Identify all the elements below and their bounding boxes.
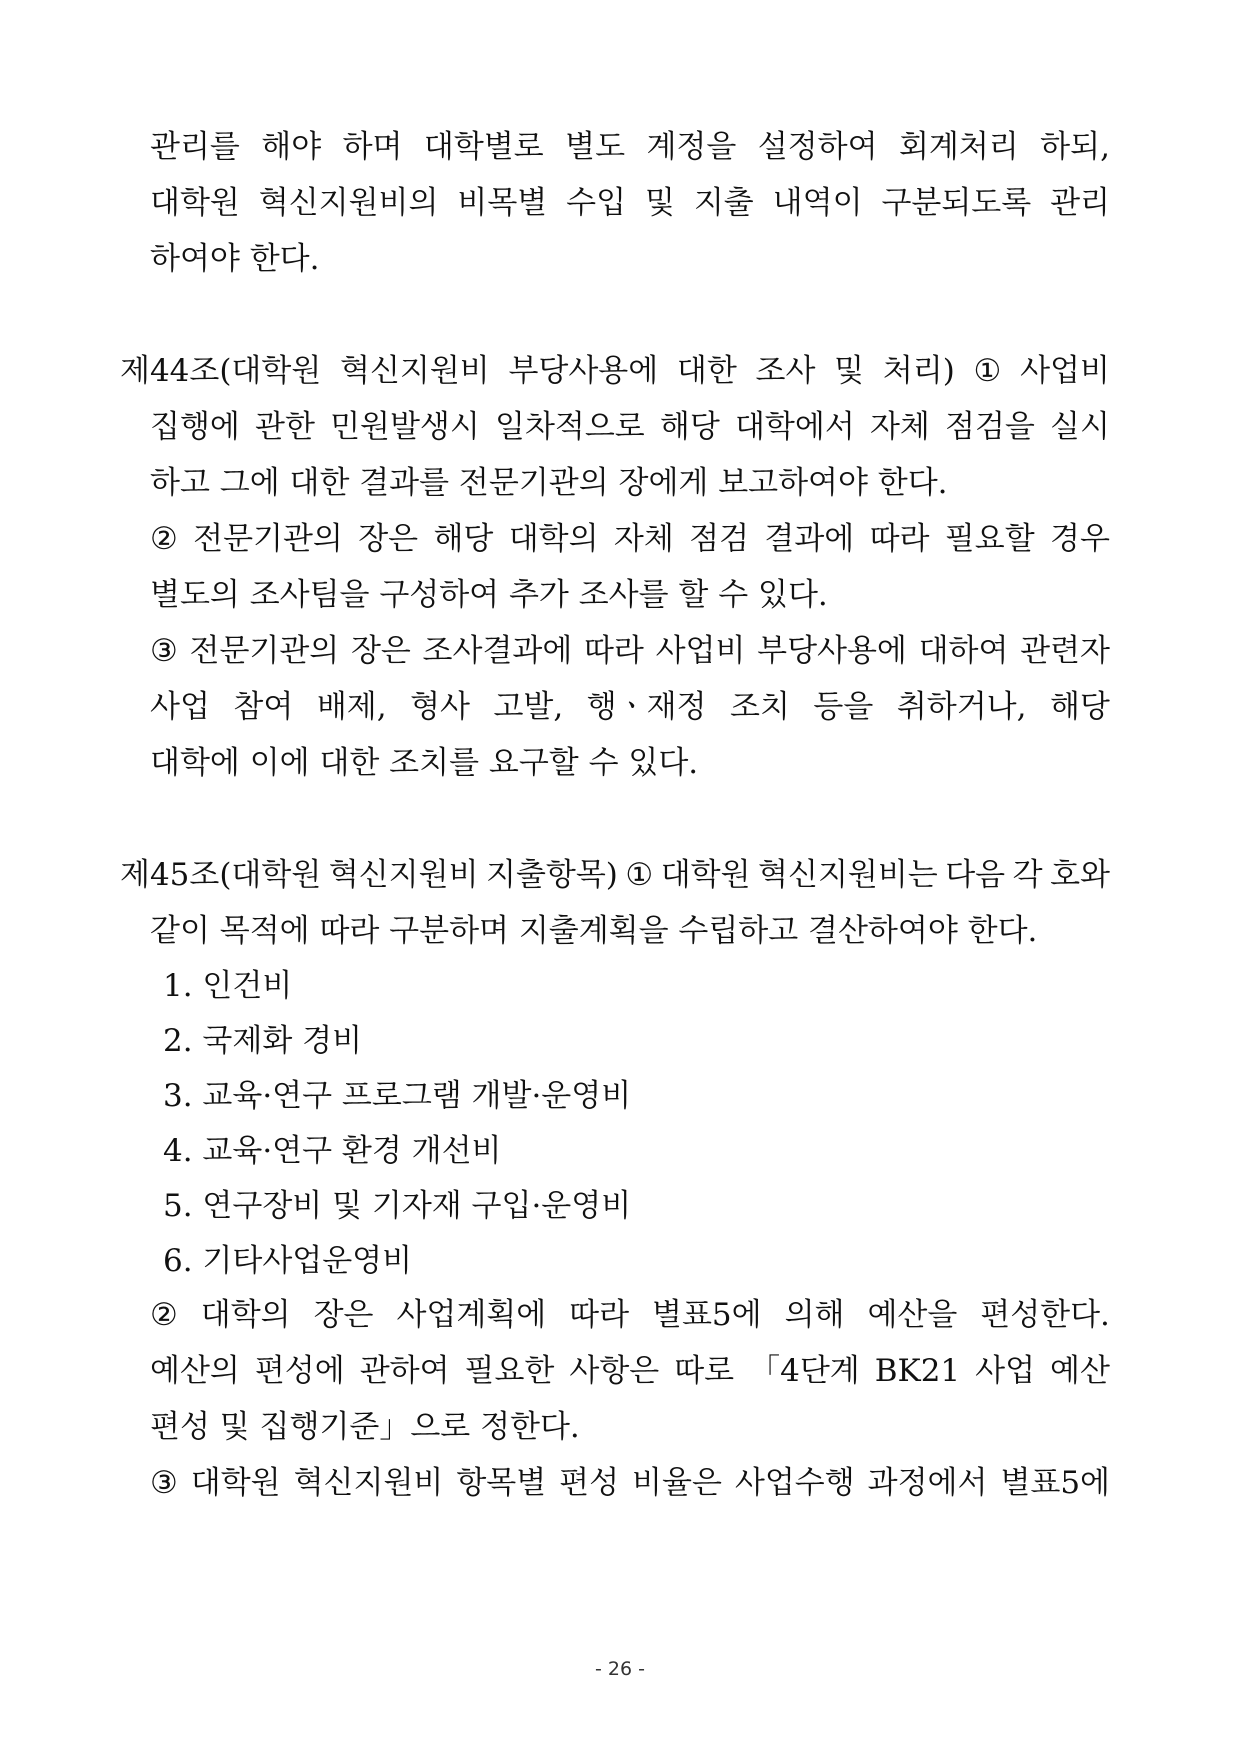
word: 비목별 bbox=[457, 185, 548, 221]
body-line: 편성 및 집행기준」으로 정한다. bbox=[150, 1409, 580, 1445]
word: 혁신지원비의 bbox=[258, 185, 439, 221]
word: 편성에 bbox=[254, 1353, 345, 1389]
word: 대학별로 bbox=[423, 129, 544, 165]
body-line: 하여야 한다. bbox=[150, 241, 320, 277]
word: 등을 bbox=[813, 689, 874, 725]
clause-2-line bbox=[150, 1295, 1110, 1335]
clause-marker: ② bbox=[150, 1297, 178, 1333]
word: 장은 bbox=[313, 1297, 374, 1333]
word: 사업 bbox=[150, 689, 210, 725]
word: 해당 bbox=[1049, 689, 1110, 725]
word: 편성 bbox=[559, 1465, 620, 1501]
word: 대한 bbox=[676, 353, 737, 389]
word: 관련자 bbox=[1020, 633, 1110, 669]
word: 호와 bbox=[1050, 857, 1110, 893]
clause-marker: ① bbox=[973, 353, 1002, 389]
word: 전문기관의 bbox=[189, 633, 340, 669]
word: 수입 bbox=[566, 185, 627, 221]
word: 장은 bbox=[358, 521, 419, 557]
word: 사업비 bbox=[655, 633, 746, 669]
word: 각 bbox=[1012, 857, 1043, 893]
word: 따로 bbox=[674, 1353, 735, 1389]
word: 계정을 bbox=[646, 129, 737, 165]
list-item: 5. 연구장비 및 기자재 구입·운영비 bbox=[163, 1188, 632, 1224]
word: 조사 bbox=[755, 353, 816, 389]
word: 관리를 bbox=[150, 129, 240, 165]
word: 필요할 bbox=[944, 521, 1035, 557]
word: 필요한 bbox=[464, 1353, 555, 1389]
word: 따라 bbox=[583, 633, 644, 669]
word: 구분되도록 bbox=[881, 185, 1032, 221]
word: 편성한다. bbox=[980, 1297, 1110, 1333]
body-line: 대학에 이에 대한 조치를 요구할 수 있다. bbox=[150, 745, 699, 781]
word: 사업수행 bbox=[734, 1465, 855, 1501]
word: 별표5에 bbox=[1000, 1465, 1110, 1501]
word: 예산의 bbox=[150, 1353, 240, 1389]
word: 대학의 bbox=[508, 521, 599, 557]
list-item: 6. 기타사업운영비 bbox=[163, 1243, 413, 1279]
word: 대학의 bbox=[200, 1297, 291, 1333]
page-number: - 26 - bbox=[595, 1658, 645, 1680]
list-item: 4. 교육·연구 환경 개선비 bbox=[163, 1133, 502, 1169]
word: 조치 bbox=[730, 689, 790, 725]
word: 자체 bbox=[869, 409, 930, 445]
word: 조사결과에 bbox=[422, 633, 573, 669]
word: 결과에 bbox=[764, 521, 855, 557]
word: 처리) bbox=[882, 353, 955, 389]
word: 혁신지원비 bbox=[340, 353, 490, 389]
word: 장은 bbox=[350, 633, 411, 669]
word: 혁신지원비는 bbox=[758, 857, 938, 893]
word: 부당사용에 bbox=[757, 633, 907, 669]
word: 참여 bbox=[233, 689, 294, 725]
word: 경우 bbox=[1050, 521, 1110, 557]
word: 혁신지원비 bbox=[293, 1465, 444, 1501]
word: 관하여 bbox=[359, 1353, 450, 1389]
word: 내역이 bbox=[772, 185, 863, 221]
word: 관한 bbox=[255, 409, 315, 445]
word: 예산 bbox=[1050, 1353, 1110, 1389]
word: 실시 bbox=[1050, 409, 1110, 445]
word: 및 bbox=[644, 185, 675, 221]
word: 관리 bbox=[1050, 185, 1110, 221]
word: 의해 bbox=[784, 1297, 845, 1333]
word: 하되, bbox=[1040, 129, 1110, 165]
word: 행ㆍ재정 bbox=[586, 689, 707, 725]
clause-marker: ③ bbox=[150, 1465, 178, 1501]
word: 취하거나, bbox=[896, 689, 1027, 725]
list-item: 1. 인건비 bbox=[163, 968, 293, 1004]
word: 해야 bbox=[261, 129, 322, 165]
body-line bbox=[150, 183, 1110, 223]
word: 전문기관의 bbox=[193, 521, 343, 557]
word: 일차적으로 bbox=[495, 409, 645, 445]
word: 과정에서 bbox=[867, 1465, 988, 1501]
article-45-heading-line bbox=[120, 855, 1110, 895]
word: 혁신지원비 bbox=[328, 857, 479, 893]
word: 「4단계 bbox=[749, 1353, 860, 1389]
word: 회계처리 bbox=[898, 129, 1019, 165]
word: 점검 bbox=[689, 521, 750, 557]
article-title: 제45조(대학원 bbox=[120, 857, 322, 893]
word: 대학에서 bbox=[734, 409, 855, 445]
word: 비율은 bbox=[632, 1465, 722, 1501]
word: 부당사용에 bbox=[508, 353, 659, 389]
word: BK21 bbox=[874, 1353, 961, 1389]
body-line bbox=[150, 687, 1110, 727]
word: 대학원 bbox=[660, 857, 751, 893]
word: 민원발생시 bbox=[330, 409, 480, 445]
word: 따라 bbox=[569, 1297, 630, 1333]
word: 다음 bbox=[945, 857, 1006, 893]
clause-3-line bbox=[150, 631, 1110, 671]
word: 사업 bbox=[975, 1353, 1036, 1389]
word: 대학원 bbox=[190, 1465, 281, 1501]
clause-marker: ① bbox=[625, 857, 654, 893]
word: 집행에 bbox=[150, 409, 240, 445]
word: 점검을 bbox=[945, 409, 1035, 445]
word: 대학원 bbox=[150, 185, 240, 221]
word: 형사 bbox=[410, 689, 470, 725]
word: 해당 bbox=[433, 521, 494, 557]
word: 및 bbox=[834, 353, 865, 389]
clause-3-line bbox=[150, 1463, 1110, 1503]
word: 별표5에 bbox=[652, 1297, 762, 1333]
word: 고발, bbox=[493, 689, 564, 725]
word: 별도 bbox=[565, 129, 626, 165]
word: 지출항목) bbox=[486, 857, 618, 893]
word: 지출 bbox=[693, 185, 754, 221]
list-item: 2. 국제화 경비 bbox=[163, 1023, 363, 1059]
body-line bbox=[150, 127, 1110, 167]
clause-marker: ③ bbox=[150, 633, 178, 669]
clause-2-line bbox=[150, 519, 1110, 559]
word: 사항은 bbox=[569, 1353, 660, 1389]
body-line: 하고 그에 대한 결과를 전문기관의 장에게 보고하여야 한다. bbox=[150, 465, 948, 501]
word: 설정하여 bbox=[757, 129, 878, 165]
word: 배제, bbox=[316, 689, 387, 725]
article-title: 제44조(대학원 bbox=[120, 353, 322, 389]
word: 따라 bbox=[869, 521, 930, 557]
word: 하며 bbox=[342, 129, 403, 165]
word: 사업비 bbox=[1020, 353, 1110, 389]
word: 예산을 bbox=[867, 1297, 958, 1333]
body-line bbox=[150, 1351, 1110, 1391]
word: 사업계획에 bbox=[396, 1297, 547, 1333]
word: 해당 bbox=[659, 409, 720, 445]
clause-marker: ② bbox=[150, 521, 178, 557]
article-44-heading-line bbox=[120, 351, 1110, 391]
body-line: 같이 목적에 따라 구분하며 지출계획을 수립하고 결산하여야 한다. bbox=[150, 913, 1038, 949]
word: 대하여 bbox=[918, 633, 1009, 669]
body-line: 별도의 조사팀을 구성하여 추가 조사를 할 수 있다. bbox=[150, 577, 828, 613]
body-line bbox=[150, 407, 1110, 447]
word: 항목별 bbox=[456, 1465, 547, 1501]
list-item: 3. 교육·연구 프로그램 개발·운영비 bbox=[163, 1078, 632, 1114]
word: 자체 bbox=[613, 521, 674, 557]
